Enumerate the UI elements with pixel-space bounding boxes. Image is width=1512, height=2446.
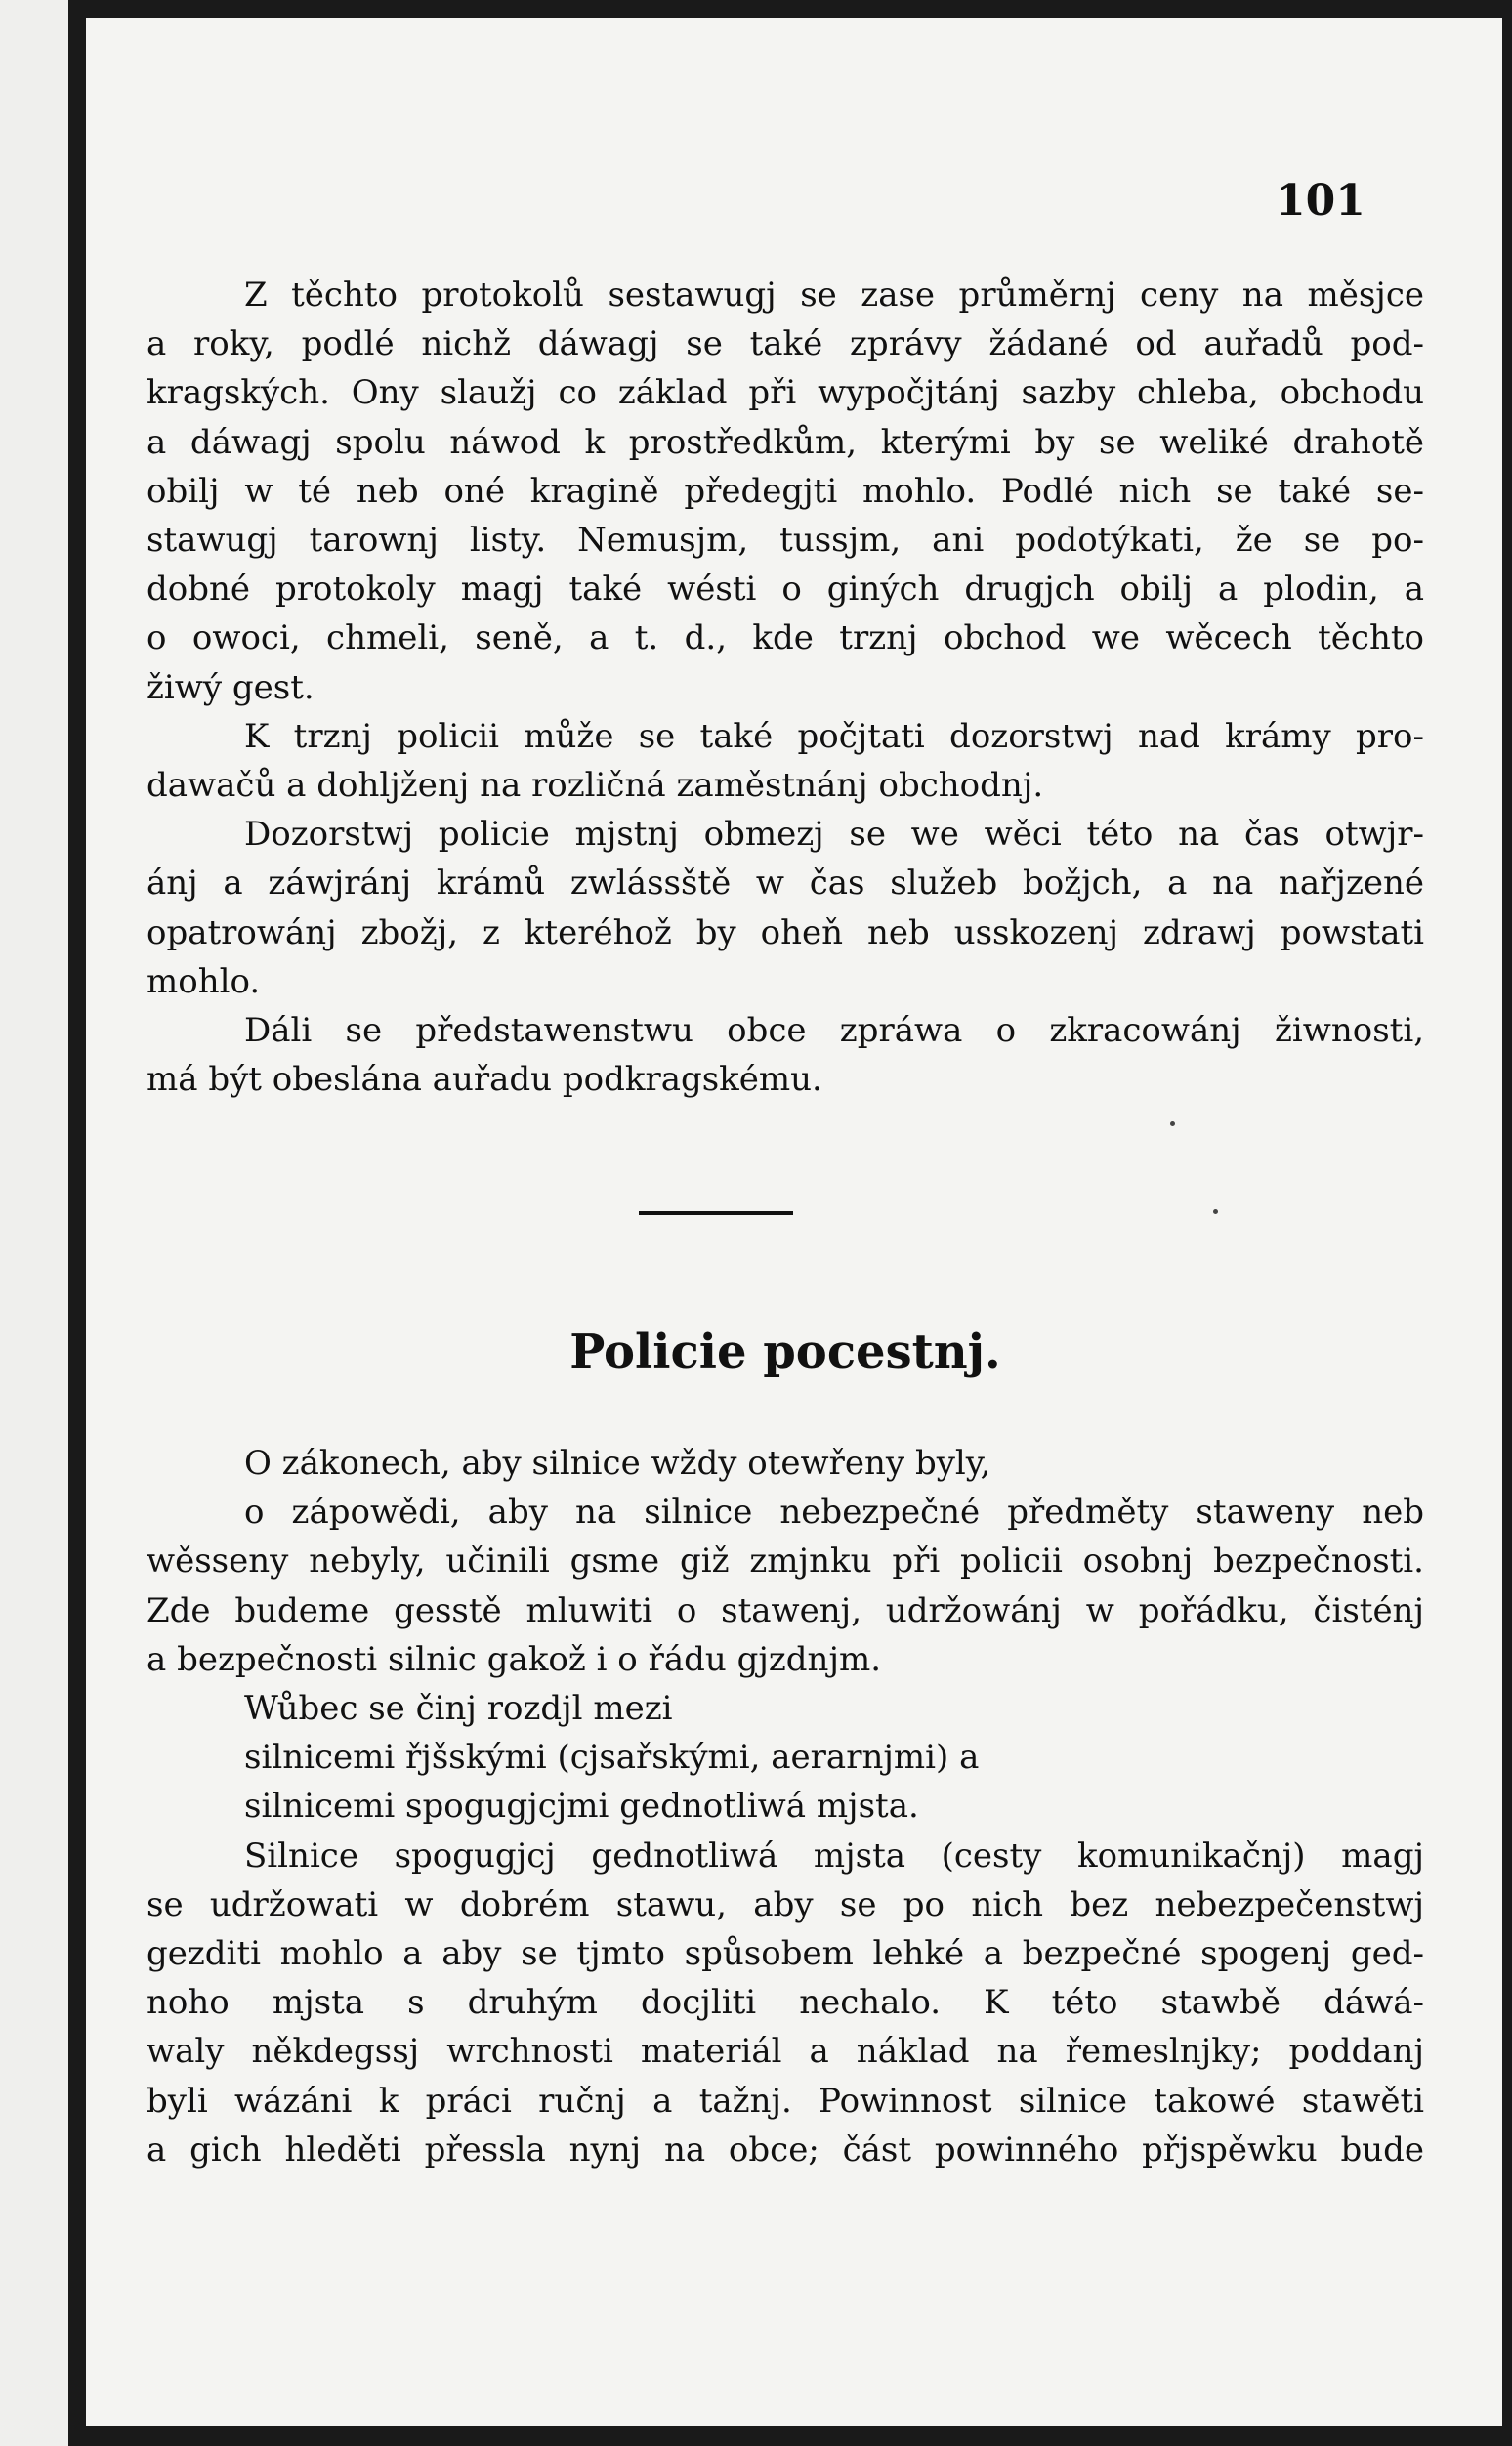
text-line: waly někdegssj wrchnosti materiál a náklad na řemeslnjky; poddanj [147, 2032, 1424, 2072]
text-line: gezditi mohlo a aby se tjmto spůsobem lehké a bezpečné spogenj ged- [147, 1934, 1424, 1973]
paper-speck [1170, 1121, 1175, 1126]
page-number: 101 [1276, 176, 1365, 226]
section-divider [639, 1211, 793, 1215]
text-line: opatrowánj zbožj, z kteréhož by oheň neb usskozenj zdrawj powstati [147, 912, 1424, 952]
text-line: Z těchto protokolů sestawugj se zase průměrnj ceny na měsjce [244, 275, 1424, 315]
text-line: žiwý gest. [147, 667, 315, 707]
text-line: a roky, podlé nichž dáwagj se také zprávy žádané od auřadů pod- [147, 324, 1424, 364]
text-line: noho mjsta s druhým docjliti nechalo. K této stawbě dáwá- [147, 1983, 1424, 2023]
text-line: Dozorstwj policie mjstnj obmezj se we wěci této na čas otwjr- [244, 815, 1424, 855]
text-line: mohlo. [147, 961, 261, 1001]
text-line: silnicemi spogugjcjmi gednotliwá mjsta. [244, 1787, 919, 1827]
text-line: obilj w té neb oné kragině předegjti mohlo. Podlé nich se také se- [147, 471, 1424, 511]
text-line: se udržowati w dobrém stawu, aby se po nich bez nebezpečenstwj [147, 1884, 1424, 1924]
text-line: má být obeslána auřadu podkragskému. [147, 1060, 822, 1100]
text-line: byli wázáni k práci ručnj a tažnj. Powinnost silnice takowé stawěti [147, 2081, 1424, 2121]
paper-speck [1213, 1209, 1218, 1214]
section-heading: Policie pocestnj. [569, 1325, 1001, 1379]
text-line: Zde budeme gesstě mluwiti o stawenj, udržowánj w pořádku, čisténj [147, 1590, 1424, 1630]
text-line: K trznj policii může se také počjtati dozorstwj nad krámy pro- [244, 716, 1424, 756]
text-line: dawačů a dohljženj na rozličná zaměstnánj obchodnj. [147, 766, 1044, 805]
text-line: a bezpečnosti silnic gakož i o řádu gjzdnjm. [147, 1639, 882, 1679]
text-line: Silnice spogugjcj gednotliwá mjsta (cesty komunikačnj) magj [244, 1835, 1424, 1876]
text-line: O zákonech, aby silnice wždy otewřeny byly, [244, 1444, 991, 1483]
book-page [86, 18, 1502, 2426]
text-line: stawugj tarownj listy. Nemusjm, tussjm, ani podotýkati, že se po- [147, 521, 1424, 560]
text-line: kragských. Ony slaužj co základ při wypočjtánj sazby chleba, obchodu [147, 373, 1424, 413]
text-line: Wůbec se činj rozdjl mezi [244, 1689, 673, 1728]
adjacent-page-edge [0, 0, 68, 2446]
text-line: dobné protokoly magj také wésti o giných drugjch obilj a plodin, a [147, 569, 1424, 610]
text-line: Dáli se předstawenstwu obce zpráwa o zkracowánj žiwnosti, [244, 1011, 1424, 1050]
text-line: a gich hleděti přessla nynj na obce; část powinného přjspěwku bude [147, 2130, 1424, 2170]
text-line: ánj a záwjránj krámů zwlássště w čas služeb božjch, a na nařjzené [147, 864, 1424, 904]
text-line: o owoci, chmeli, seně, a t. d., kde trznj obchod we wěcech těchto [147, 618, 1424, 658]
text-line: o zápowědi, aby na silnice nebezpečné předměty staweny neb [244, 1493, 1424, 1533]
text-line: silnicemi řjšskými (cjsařskými, aerarnjmi) a [244, 1738, 980, 1778]
text-line: wěsseny nebyly, učinili gsme giž zmjnku při policii osobnj bezpečnosti. [147, 1541, 1424, 1581]
text-line: a dáwagj spolu náwod k prostředkům, kterými by se weliké drahotě [147, 422, 1424, 462]
